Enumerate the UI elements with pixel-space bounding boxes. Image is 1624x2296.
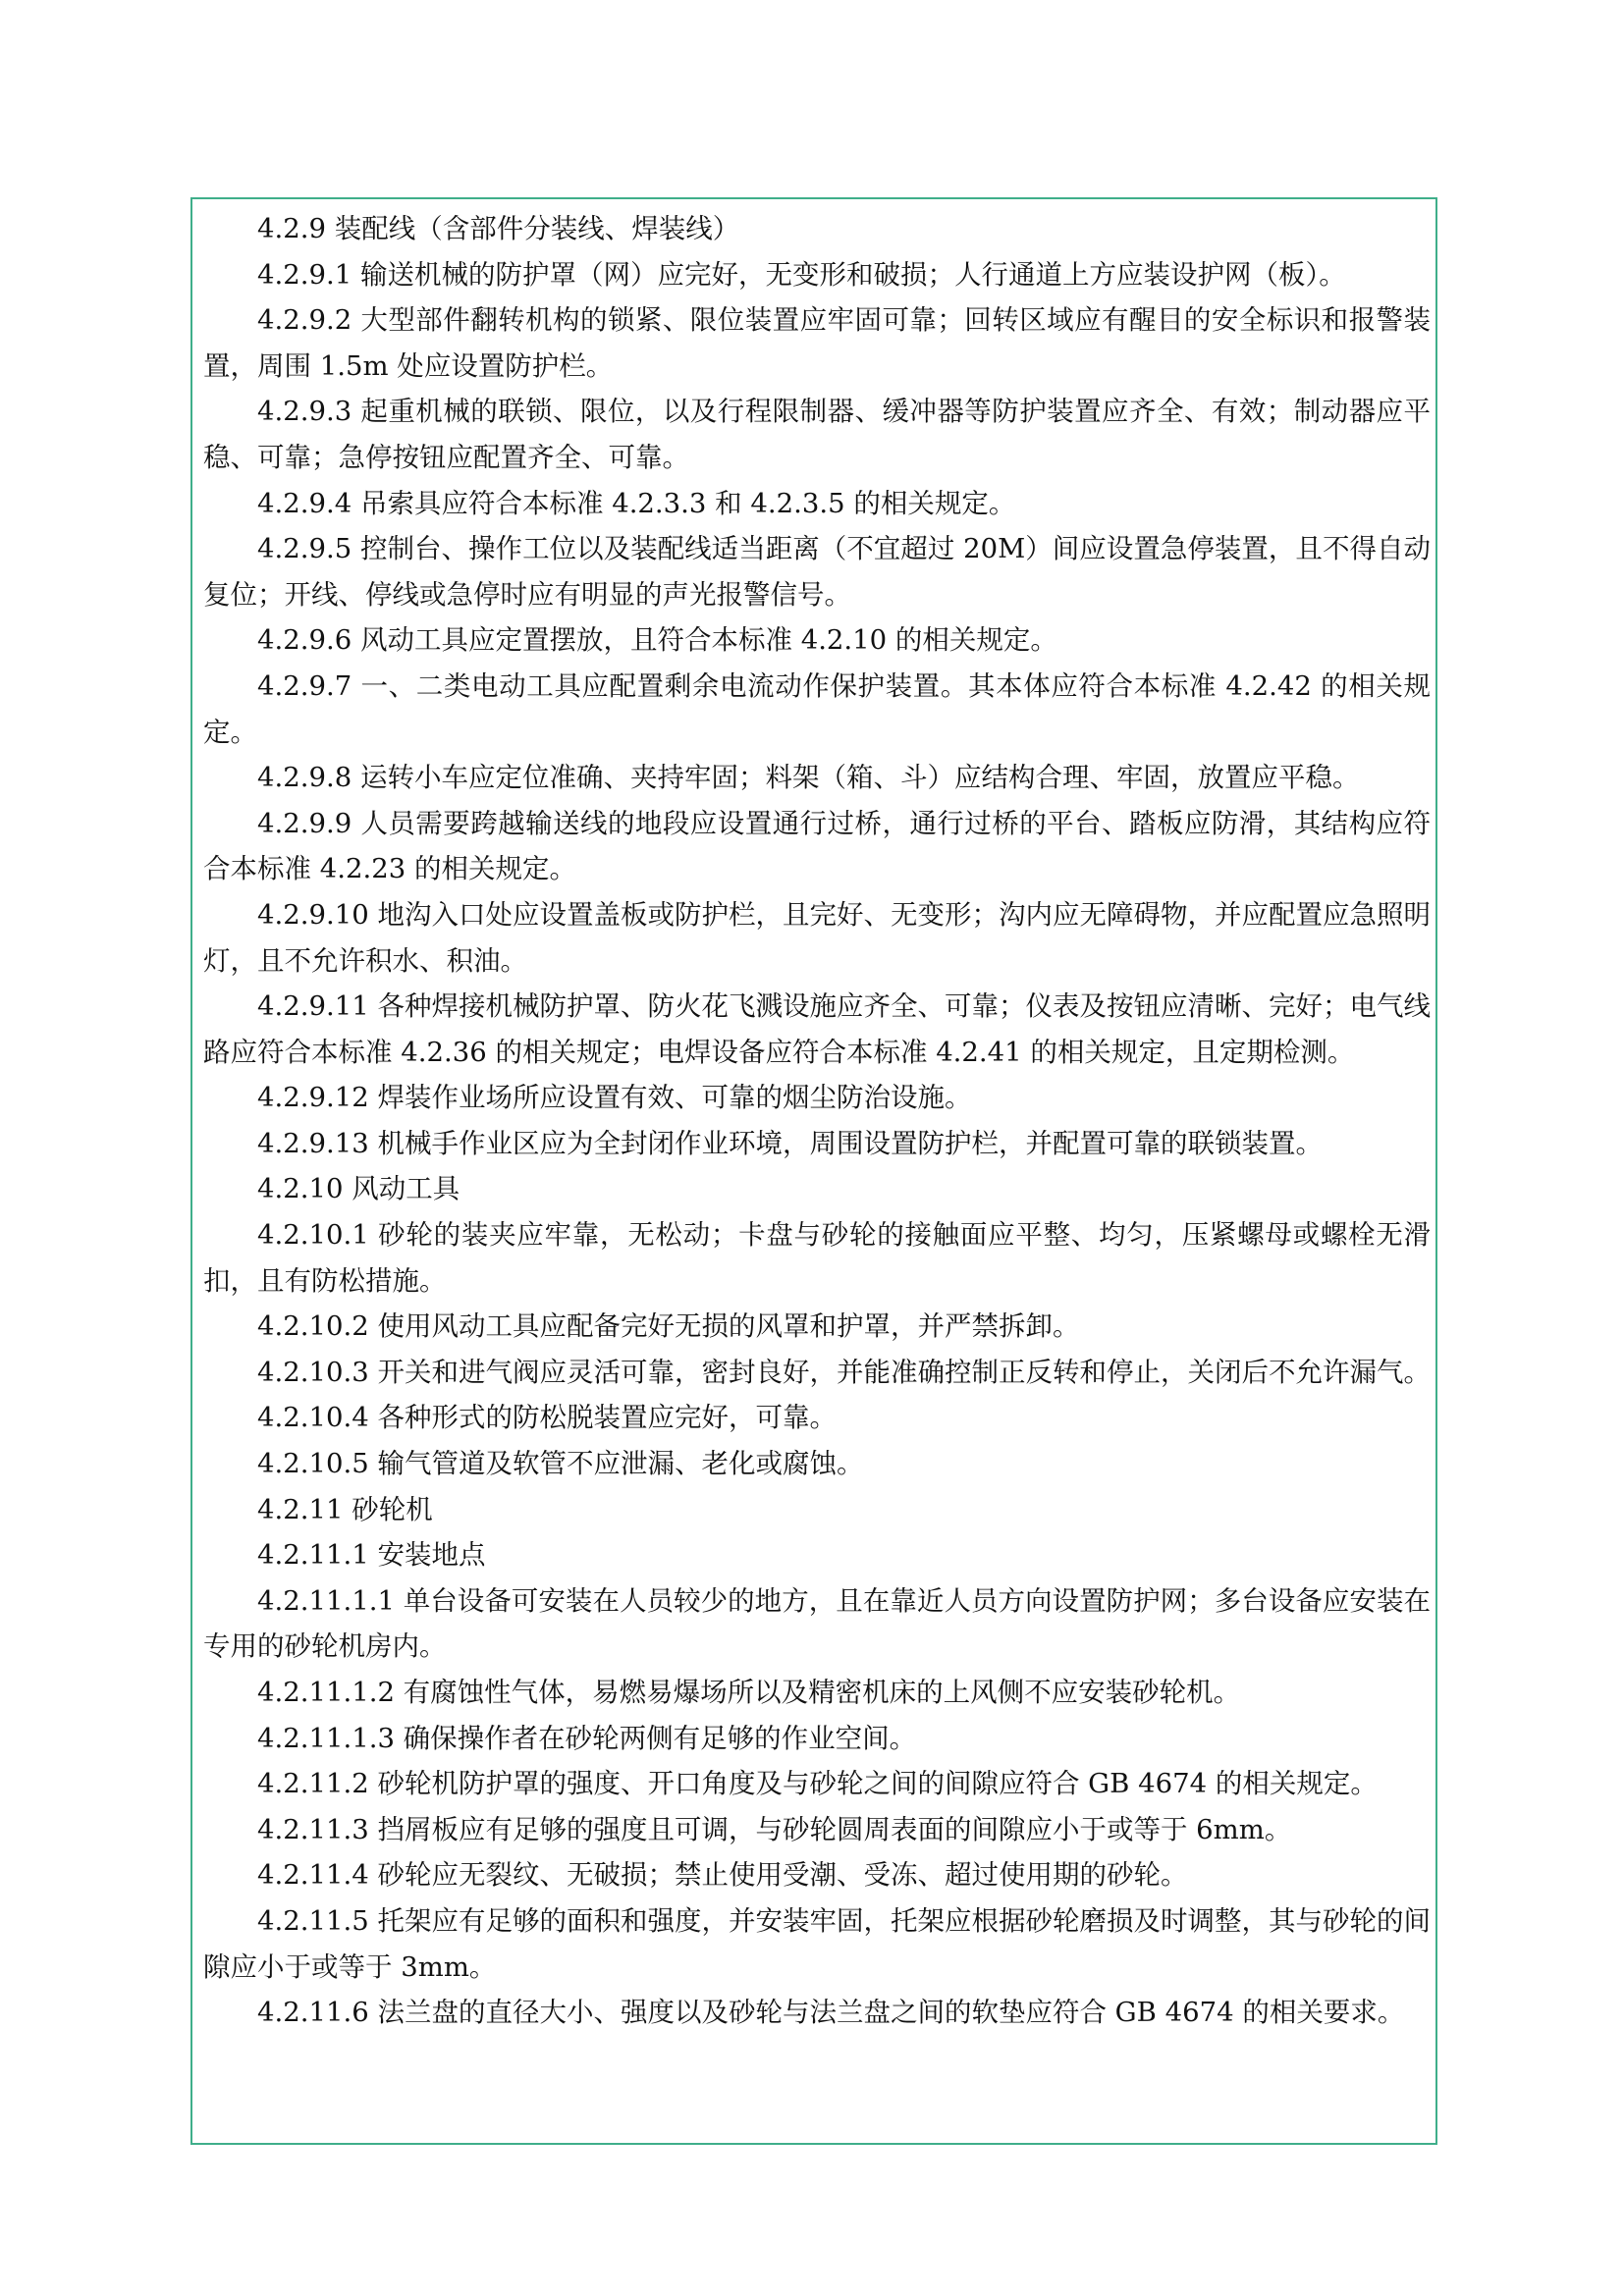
paragraph: 4.2.9.10 地沟入口处应设置盖板或防护栏，且完好、无变形；沟内应无障碍物，并应配置应急照明灯，且不允许积水、积油。	[203, 898, 1431, 977]
paragraph: 4.2.11.1 安装地点	[257, 1539, 486, 1572]
paragraph: 4.2.10.1 砂轮的装夹应牢靠，无松动；卡盘与砂轮的接触面应平整、均匀，压紧螺母或螺栓无滑扣，且有防松措施。	[203, 1219, 1431, 1297]
paragraph: 4.2.10.3 开关和进气阀应灵活可靠，密封良好，并能准确控制正反转和停止，关闭后不允许漏气。	[257, 1356, 1431, 1388]
paragraph: 4.2.11.6 法兰盘的直径大小、强度以及砂轮与法兰盘之间的软垫应符合 GB 4674 的相关要求。	[257, 1997, 1405, 2029]
paragraph: 4.2.10.2 使用风动工具应配备完好无损的风罩和护罩，并严禁拆卸。	[257, 1310, 1080, 1343]
paragraph: 4.2.9.12 焊装作业场所应设置有效、可靠的烟尘防治设施。	[257, 1082, 972, 1114]
paragraph: 4.2.11.4 砂轮应无裂纹、无破损；禁止使用受潮、受冻、超过使用期的砂轮。	[257, 1859, 1188, 1892]
document-body	[203, 206, 1431, 2036]
paragraph: 4.2.10.5 输气管道及软管不应泄漏、老化或腐蚀。	[257, 1448, 864, 1480]
paragraph: 4.2.9.9 人员需要跨越输送线的地段应设置通行过桥，通行过桥的平台、踏板应防滑，其结构应符合本标准 4.2.23 的相关规定。	[203, 807, 1431, 885]
paragraph: 4.2.9.6 风动工具应定置摆放，且符合本标准 4.2.10 的相关规定。	[257, 624, 1057, 657]
paragraph: 4.2.9.5 控制台、操作工位以及装配线适当距离（不宜超过 20M）间应设置急停装置，且不得自动复位；开线、停线或急停时应有明显的声光报警信号。	[203, 533, 1431, 611]
paragraph: 4.2.9.8 运转小车应定位准确、夹持牢固；料架（箱、斗）应结构合理、牢固，放置应平稳。	[257, 762, 1360, 794]
paragraph: 4.2.10 风动工具	[257, 1173, 460, 1205]
paragraph: 4.2.9.3 起重机械的联锁、限位，以及行程限制器、缓冲器等防护装置应齐全、有效；制动器应平稳、可靠；急停按钮应配置齐全、可靠。	[203, 396, 1431, 473]
paragraph: 4.2.11 砂轮机	[257, 1493, 433, 1525]
paragraph: 4.2.9.4 吊索具应符合本标准 4.2.3.3 和 4.2.3.5 的相关规定。	[257, 487, 1016, 519]
paragraph: 4.2.9.7 一、二类电动工具应配置剩余电流动作保护装置。其本体应符合本标准 4.2.42 的相关规定。	[203, 669, 1431, 748]
paragraph: 4.2.9.1 输送机械的防护罩（网）应完好，无变形和破损；人行通道上方应装设护网（板）。	[257, 258, 1346, 291]
paragraph: 4.2.11.1.3 确保操作者在砂轮两侧有足够的作业空间。	[257, 1722, 917, 1754]
paragraph: 4.2.11.1.2 有腐蚀性气体，易燃易爆场所以及精密机床的上风侧不应安装砂轮机。	[257, 1677, 1241, 1708]
paragraph: 4.2.11.2 砂轮机防护罩的强度、开口角度及与砂轮之间的间隙应符合 GB 4674 的相关规定。	[257, 1768, 1378, 1800]
paragraph: 4.2.11.1.1 单台设备可安装在人员较少的地方，且在靠近人员方向设置防护网；多台设备应安装在专用的砂轮机房内。	[203, 1584, 1431, 1663]
paragraph: 4.2.11.5 托架应有足够的面积和强度，并安装牢固，托架应根据砂轮磨损及时调整，其与砂轮的间隙应小于或等于 3mm。	[203, 1904, 1431, 1983]
paragraph: 4.2.9.2 大型部件翻转机构的锁紧、限位装置应牢固可靠；回转区域应有醒目的安全标识和报警装置，周围 1.5m 处应设置防护栏。	[203, 304, 1431, 382]
paragraph: 4.2.10.4 各种形式的防松脱装置应完好，可靠。	[257, 1402, 837, 1434]
paragraph: 4.2.9.11 各种焊接机械防护罩、防火花飞溅设施应齐全、可靠；仪表及按钮应清晰、完好；电气线路应符合本标准 4.2.36 的相关规定；电焊设备应符合本标准 4.2.41 的相关规定，且定期检测。	[203, 990, 1431, 1068]
paragraph: 4.2.9.13 机械手作业区应为全封闭作业环境，周围设置防护栏，并配置可靠的联锁装置。	[257, 1127, 1323, 1159]
paragraph: 4.2.9 装配线（含部件分装线、焊装线）	[257, 213, 740, 244]
paragraph: 4.2.11.3 挡屑板应有足够的强度且可调，与砂轮圆周表面的间隙应小于或等于 6mm。	[257, 1813, 1292, 1845]
